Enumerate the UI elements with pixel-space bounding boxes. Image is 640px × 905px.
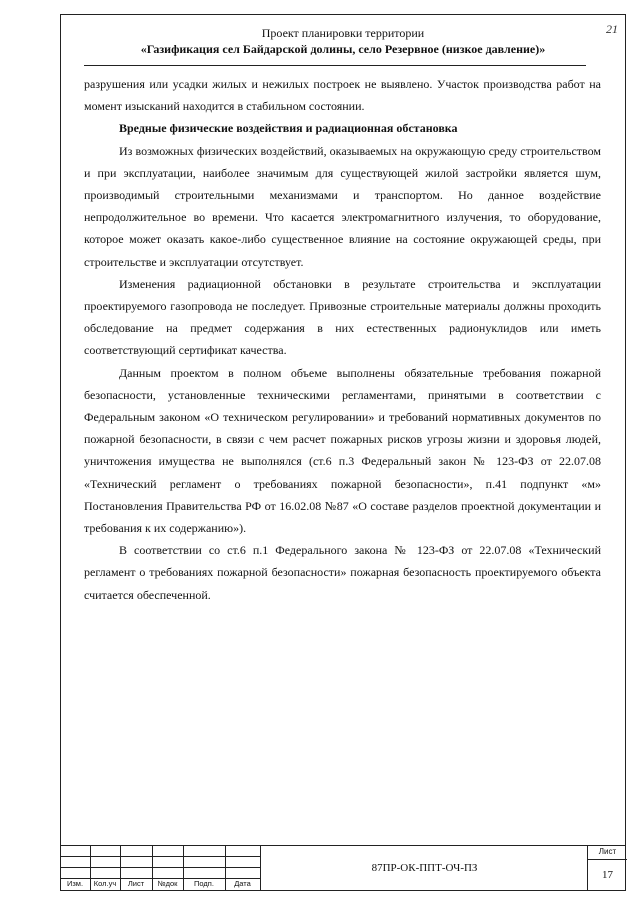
sheet-number: 17 [602,869,613,881]
sheet-box [587,845,627,891]
label-change: Изм. [66,879,84,888]
document-body [84,73,601,606]
paragraph-physical-impacts: Из возможных физических воздействий, оказываемых на окружающую среду строительством и при эксплуатации, наиболее значимым для существующей жилой застройки является шум, производимый строительными механизмами и транспортом. Но данное воздействие непродолжительное во времени. Что касается электромагнитного излучения, то оборудование, которое может оказать какое-либо существенное влияние на состояние окружающей среды, при строительстве и эксплуатации отсутствует. [84,143,601,269]
header-divider [84,65,586,66]
label-date: Дата [234,879,251,888]
paragraph-radiation: Изменения радиационной обстановки в результате строительства и эксплуатации проектируемого газопровода не последует. Привозные строительные материалы должны проходить обследование на предмет содержания в них естественных радионуклидов или иметь соответствующий сертификат качества. [84,276,601,358]
paragraph-fire-safety: Данным проектом в полном объеме выполнены обязательные требования пожарной безопасности, установленные техническими регламентами, принятыми в соответствии с Федеральным законом «О техническом регулировании» и требований нормативных документов по пожарной безопасности, в связи с чем расчет пожарных рисков угрозы жизни и здоровья людей, уничтожения имущества не выполнялся (ст.6 п.3 Федеральный закон № 123-ФЗ от 22.07.08 «Технический регламент о требованиях пожарной безопасности», п.41 подпункт «м» Постановления Правительства РФ от 16.02.08 №87 «О составе разделов проектной документации и требования к их содержанию»). [84,365,601,536]
label-count: Кол.уч [93,879,117,888]
sheet-label: Лист [588,845,627,860]
label-signature: Подп. [194,879,214,888]
revision-labels [60,879,260,891]
page-number: 21 [606,22,618,36]
title-block-revision-table [60,845,260,891]
paragraph-continuation: разрушения или усадки жилых и нежилых построек не выявлено. Участок производства работ на момент изысканий находится в стабильном состоянии. [84,77,601,114]
header-project-title: Проект планировки территории [261,26,425,40]
document-code [260,845,588,891]
label-doc-number: №док [157,879,178,888]
label-sheet: Лист [127,879,145,888]
document-code-text: 87ПР-ОК-ППТ-ОЧ-ПЗ [371,862,478,874]
paragraph-conclusion: В соответствии со ст.6 п.1 Федерального закона № 123-ФЗ от 22.07.08 «Технический регламент о требованиях пожарной безопасности» пожарная безопасность проектируемого объекта считается обеспеченной. [84,543,601,602]
header-project-name: «Газификация сел Байдарской долины, село Резервное (низкое давление)» [140,42,546,56]
section-heading: Вредные физические воздействия и радиационная обстановка [119,121,458,136]
